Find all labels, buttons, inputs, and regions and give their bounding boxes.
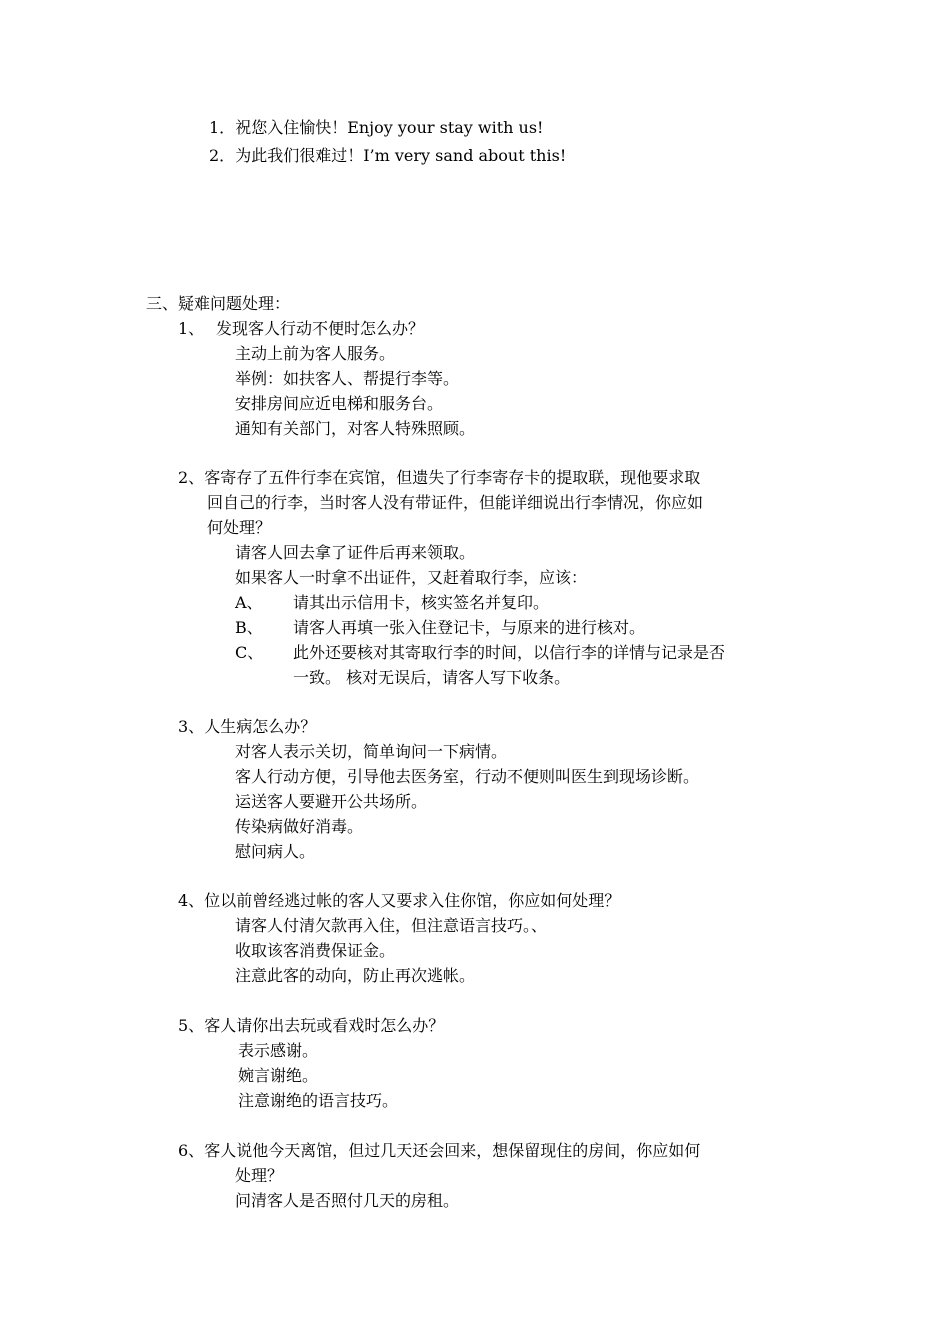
answer-line: 注意谢绝的语言技巧。 xyxy=(238,1091,399,1110)
question-6 xyxy=(178,1139,700,1164)
option-label: A、 xyxy=(235,593,263,612)
question-text: 客人请你出去玩或看戏时怎么办？ xyxy=(204,1016,445,1035)
answer-line: 安排房间应近电梯和服务台。 xyxy=(235,394,444,413)
option-label: B、 xyxy=(235,618,263,637)
option-label: C、 xyxy=(235,643,264,662)
section-title: 三、疑难问题处理： xyxy=(146,294,291,313)
question-number: 1、 xyxy=(178,319,205,338)
answer-line: 举例：如扶客人、帮提行李等。 xyxy=(235,369,460,388)
option-text: 请其出示信用卡，核实签名并复印。 xyxy=(293,593,550,612)
option-text: 一致。 核对无误后，请客人写下收条。 xyxy=(293,668,571,687)
answer-line: 婉言谢绝。 xyxy=(238,1066,319,1085)
answer-line: 请客人付清欠款再入住，但注意语言技巧。、 xyxy=(235,916,548,935)
option-text: 请客人再填一张入住登记卡，与原来的进行核对。 xyxy=(293,618,646,637)
list-text: 祝您入住愉快！Enjoy your stay with us! xyxy=(235,118,544,137)
answer-line: 慰问病人。 xyxy=(235,842,316,861)
answer-line: 主动上前为客人服务。 xyxy=(235,344,396,363)
answer-line: 传染病做好消毒。 xyxy=(235,817,364,836)
question-number: 5、 xyxy=(178,1016,205,1035)
question-5 xyxy=(178,1014,444,1039)
question-2 xyxy=(178,466,700,491)
answer-line: 运送客人要避开公共场所。 xyxy=(235,792,428,811)
question-text: 人生病怎么办？ xyxy=(204,717,317,736)
answer-line: 请客人回去拿了证件后再来领取。 xyxy=(235,543,476,562)
list-item xyxy=(209,116,544,141)
question-text-cont: 回自己的行李，当时客人没有带证件，但能详细说出行李情况，你应如 xyxy=(207,493,704,512)
question-text: 客人说他今天离馆，但过几天还会回来，想保留现住的房间，你应如何 xyxy=(204,1141,701,1160)
list-item xyxy=(209,144,566,169)
question-number: 3、 xyxy=(178,717,205,736)
answer-line: 表示感谢。 xyxy=(238,1041,319,1060)
question-4 xyxy=(178,889,620,914)
list-number: 2． xyxy=(209,146,236,165)
question-1 xyxy=(178,317,424,342)
answer-line: 问清客人是否照付几天的房租。 xyxy=(235,1191,460,1210)
answer-line: 收取该客消费保证金。 xyxy=(235,941,396,960)
answer-line: 客人行动方便，引导他去医务室，行动不便则叫医生到现场诊断。 xyxy=(235,767,700,786)
question-text: 位以前曾经逃过帐的客人又要求入住你馆，你应如何处理？ xyxy=(204,891,621,910)
answer-line: 对客人表示关切，简单询问一下病情。 xyxy=(235,742,508,761)
list-number: 1． xyxy=(209,118,236,137)
answer-line: 如果客人一时拿不出证件，又赶着取行李，应该： xyxy=(235,568,588,587)
answer-line: 注意此客的动向，防止再次逃帐。 xyxy=(235,966,476,985)
option-text: 此外还要核对其寄取行李的时间，以信行李的详情与记录是否 xyxy=(293,643,726,662)
question-text-cont: 处理？ xyxy=(235,1166,284,1185)
question-text: 客寄存了五件行李在宾馆，但遗失了行李寄存卡的提取联，现他要求取 xyxy=(204,468,701,487)
question-text-cont: 何处理？ xyxy=(207,518,272,537)
question-number: 6、 xyxy=(178,1141,205,1160)
question-text: 发现客人行动不便时怎么办？ xyxy=(216,319,425,338)
question-number: 2、 xyxy=(178,468,205,487)
question-3 xyxy=(178,715,316,740)
question-number: 4、 xyxy=(178,891,205,910)
answer-line: 通知有关部门，对客人特殊照顾。 xyxy=(235,419,476,438)
list-text: 为此我们很难过！I’m very sand about this! xyxy=(235,146,567,165)
